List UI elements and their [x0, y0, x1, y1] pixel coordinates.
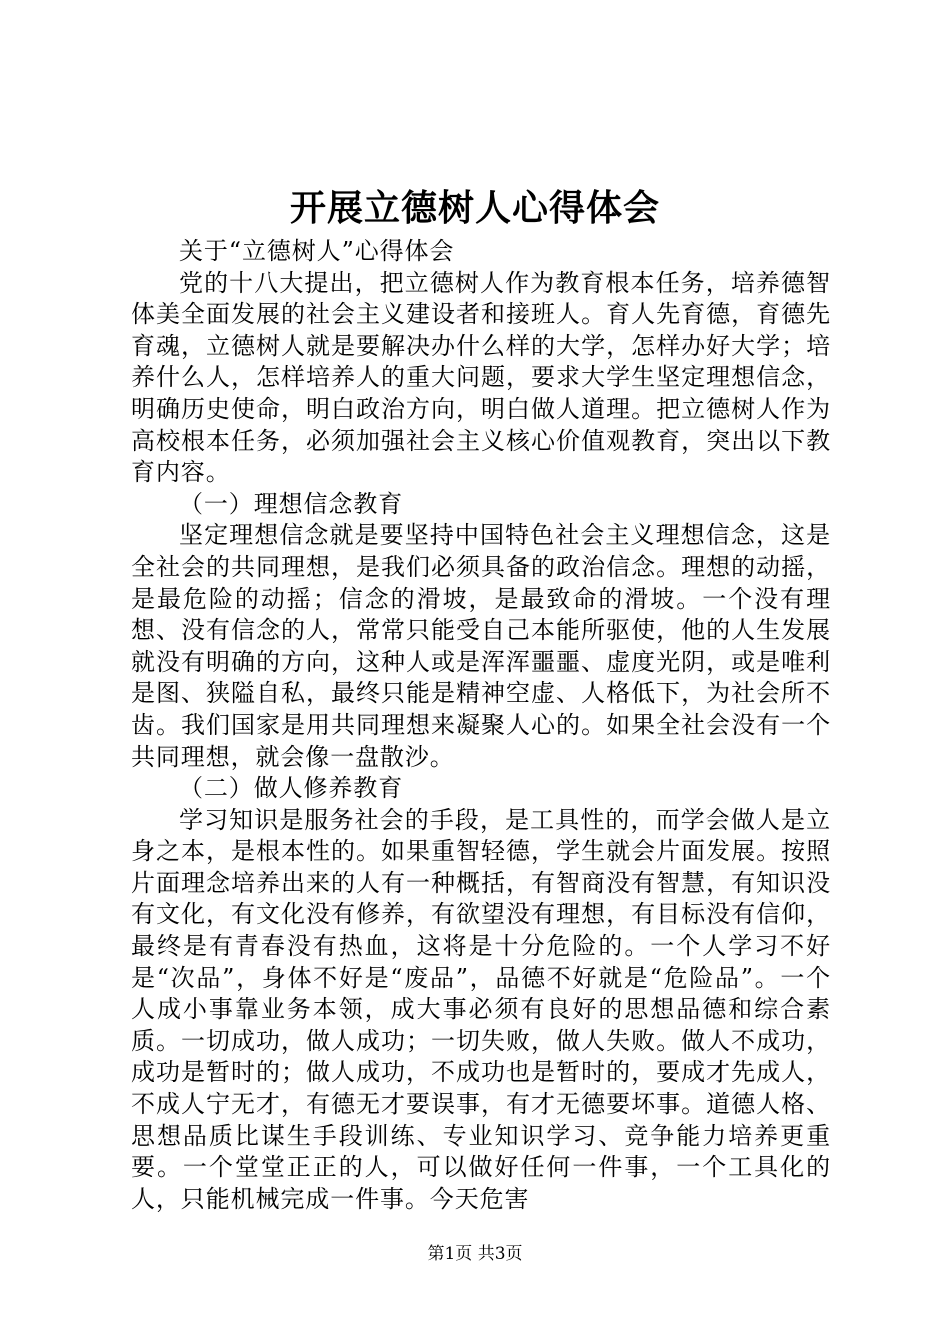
- paragraph-ideals: 坚定理想信念就是要坚持中国特色社会主义理想信念，这是全社会的共同理想，是我们必须具备的政治信念。理想的动摇，是最危险的动摇；信念的滑坡，是最致命的滑坡。一个没有理想、没有信念的人，常常只能受自己本能所驱使，他的人生发展就没有明确的方向，这种人或是浑浑噩噩、虚度光阴，或是唯利是图、狭隘自私，最终只能是精神空虚、人格低下，为社会所不齿。我们国家是用共同理想来凝聚人心的。如果全社会没有一个共同理想，就会像一盘散沙。: [131, 521, 831, 771]
- document-body: [131, 236, 831, 1215]
- document-subtitle: 关于“立德树人”心得体会: [179, 237, 455, 265]
- paragraph-character: 学习知识是服务社会的手段，是工具性的，而学会做人是立身之本，是根本性的。如果重智轻德，学生就会片面发展。按照片面理念培养出来的人有一种概括，有智商没有智慧，有知识没有文化，有文化没有修养，有欲望没有理想，有目标没有信仰，最终是有青春没有热血，这将是十分危险的。一个人学习不好是“次品”，身体不好是“废品”，品德不好就是“危险品”。一个人成小事靠业务本领，成大事必须有良好的思想品德和综合素质。一切成功，做人成功；一切失败，做人失败。做人不成功，成功是暂时的；做人成功，不成功也是暂时的，要成才先成人，不成人宁无才，有德无才要误事，有才无德要坏事。道德人格、思想品质比谋生手段训练、专业知识学习、竞争能力培养更重要。一个堂堂正正的人，可以做好任何一件事，一个工具化的人，只能机械完成一件事。今天危害: [131, 805, 831, 1213]
- page-footer: 第1页 共3页: [427, 1244, 523, 1264]
- paragraph-intro: 党的十八大提出，把立德树人作为教育根本任务，培养德智体美全面发展的社会主义建设者和接班人。育人先育德，育德先育魂，立德树人就是要解决办什么样的大学，怎样办好大学；培养什么人，怎样培养人的重大问题，要求大学生坚定理想信念，明确历史使命，明白政治方向，明白做人道理。把立德树人作为高校根本任务，必须加强社会主义核心价值观教育，突出以下教育内容。: [131, 268, 831, 487]
- section-heading-character: （二）做人修养教育: [179, 774, 404, 803]
- document-title: 开展立德树人心得体会: [289, 187, 660, 229]
- section-heading-ideals: （一）理想信念教育: [179, 489, 404, 518]
